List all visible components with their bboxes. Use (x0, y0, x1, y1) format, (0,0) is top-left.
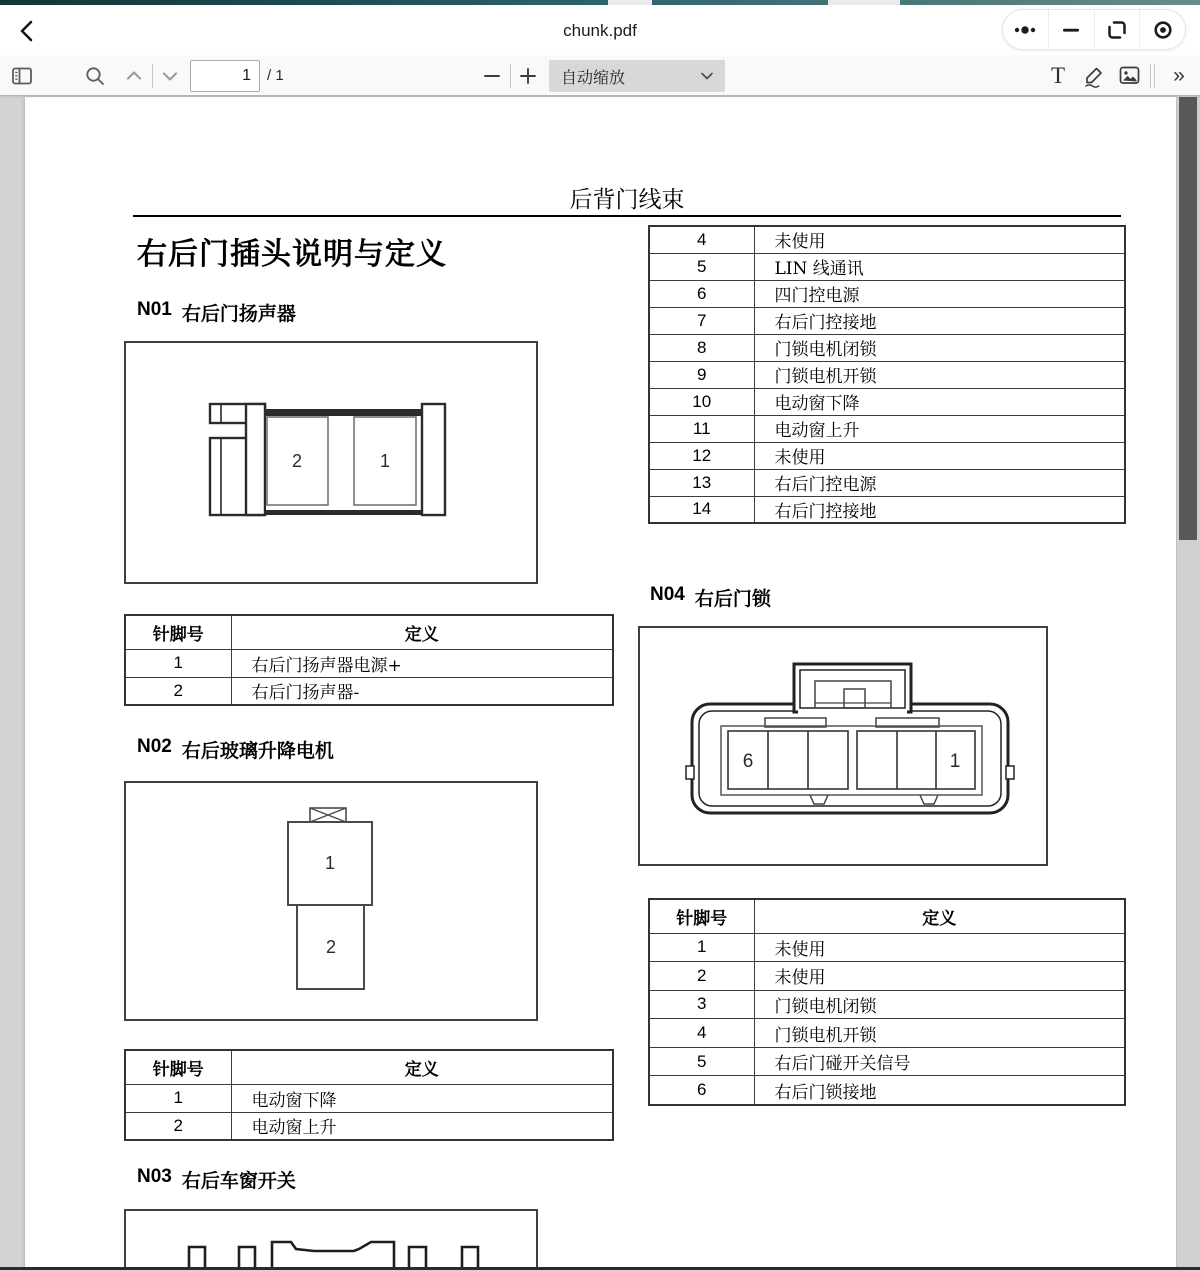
definition-cell: 电动窗下降 (754, 388, 1125, 415)
page-count-label: / 1 (267, 67, 284, 84)
record-target-button[interactable] (1139, 10, 1185, 49)
pin-number-cell: 6 (649, 280, 754, 307)
definition-cell: 未使用 (754, 933, 1125, 962)
minimize-icon (1059, 18, 1083, 42)
table-row (125, 1112, 613, 1140)
definition-cell: 右后门碰开关信号 (754, 1047, 1125, 1076)
definition-cell: 右后门扬声器电源+ (231, 649, 613, 677)
pin-number-cell: 2 (125, 677, 231, 705)
record-target-icon (1151, 18, 1175, 42)
table-row (649, 933, 1125, 962)
definition-cell: 右后门控电源 (754, 469, 1125, 496)
pencil-icon (1081, 63, 1107, 89)
n04-heading (650, 584, 771, 611)
n02-pin-table (124, 1049, 614, 1141)
n01-heading (137, 299, 296, 326)
n02-pin-1-label: 1 (324, 853, 336, 873)
search-button[interactable] (80, 56, 110, 95)
definition-cell: 右后门锁接地 (754, 1076, 1125, 1105)
n01-pin-table (124, 614, 614, 706)
more-options-button[interactable] (1003, 10, 1048, 49)
pin-number-cell: 1 (125, 1084, 231, 1112)
table-row (649, 1076, 1125, 1105)
chevron-up-icon (122, 64, 146, 88)
table-row (649, 280, 1125, 307)
more-tools-button[interactable] (1162, 56, 1194, 95)
n02-code: N02 (137, 736, 172, 757)
pdf-viewer-area (0, 96, 1200, 1270)
table-row (649, 334, 1125, 361)
double-chevron-icon: » (1173, 63, 1183, 87)
definition-column-header: 定义 (231, 615, 613, 649)
pin-number-cell: 2 (125, 1112, 231, 1140)
n03-code: N03 (137, 1166, 172, 1187)
pin-number-cell: 2 (649, 962, 754, 991)
definition-cell: 电动窗下降 (231, 1084, 613, 1112)
pin-number-cell: 3 (649, 990, 754, 1019)
pin-number-cell: 11 (649, 415, 754, 442)
n01-pin-1-label: 1 (379, 451, 391, 471)
table-row (649, 253, 1125, 280)
pin-column-header: 针脚号 (125, 615, 231, 649)
n02-heading (137, 736, 334, 763)
scrollbar-track[interactable] (1177, 96, 1200, 1270)
plus-icon (518, 66, 538, 86)
title-rule (133, 215, 1121, 217)
definition-cell: 右后门控接地 (754, 496, 1125, 523)
table-header-row (125, 615, 613, 649)
n04-connector-diagram (638, 626, 1048, 866)
pin-number-cell: 10 (649, 388, 754, 415)
toolbar-divider (510, 64, 511, 88)
definition-column-header: 定义 (754, 899, 1125, 933)
n01-connector-diagram (124, 341, 538, 584)
minimize-button[interactable] (1048, 10, 1094, 49)
definition-cell: 四门控电源 (754, 280, 1125, 307)
minus-icon (482, 66, 502, 86)
table-row (649, 990, 1125, 1019)
table-row (649, 415, 1125, 442)
pin-number-cell: 7 (649, 307, 754, 334)
zoom-select[interactable] (549, 60, 725, 92)
n03-connector-diagram (124, 1209, 538, 1270)
zoom-in-button[interactable] (514, 56, 542, 95)
zoom-select-value: 自动缩放 (561, 69, 626, 87)
n01-pin-2-label: 2 (291, 451, 303, 471)
definition-cell: 门锁电机闭锁 (754, 990, 1125, 1019)
image-icon (1117, 63, 1142, 88)
pin-column-header: 针脚号 (649, 899, 754, 933)
restore-icon (1105, 18, 1129, 42)
pin-number-cell: 9 (649, 361, 754, 388)
search-icon (83, 64, 107, 88)
table-row (649, 307, 1125, 334)
page-number-input[interactable] (190, 60, 260, 92)
definition-cell: 门锁电机闭锁 (754, 334, 1125, 361)
pdf-toolbar (0, 56, 1200, 96)
table-row (649, 226, 1125, 253)
table-row (649, 1019, 1125, 1048)
pin-number-cell: 4 (649, 1019, 754, 1048)
table-header-row (649, 899, 1125, 933)
image-annotation-button[interactable] (1113, 56, 1145, 95)
text-annotation-button[interactable] (1043, 56, 1073, 95)
table-row (125, 649, 613, 677)
definition-cell: 门锁电机开锁 (754, 361, 1125, 388)
toggle-sidebar-button[interactable] (6, 56, 38, 95)
n01-name: 右后门扬声器 (181, 304, 296, 325)
text-tool-icon: T (1050, 62, 1066, 88)
pin-number-cell: 12 (649, 442, 754, 469)
pdf-page (25, 97, 1176, 1270)
definition-cell: 右后门扬声器- (231, 677, 613, 705)
document-title: chunk.pdf (563, 20, 637, 40)
n03-name: 右后车窗开关 (181, 1171, 296, 1192)
definition-cell: 未使用 (754, 226, 1125, 253)
titlebar (0, 5, 1200, 56)
n02-pin-2-label: 2 (325, 937, 337, 957)
definition-cell: 门锁电机开锁 (754, 1019, 1125, 1048)
pin-number-cell: 5 (649, 253, 754, 280)
definition-column-header: 定义 (231, 1050, 613, 1084)
definition-cell: 电动窗上升 (231, 1112, 613, 1140)
table-row (649, 361, 1125, 388)
table-header-row (125, 1050, 613, 1084)
n02-name: 右后玻璃升降电机 (181, 741, 334, 762)
back-button[interactable] (12, 15, 44, 47)
definition-cell: 电动窗上升 (754, 415, 1125, 442)
pin-number-cell: 14 (649, 496, 754, 523)
n04-pin-1-label: 1 (949, 751, 961, 772)
pin-number-cell: 8 (649, 334, 754, 361)
n03-heading (137, 1166, 296, 1193)
n02-connector-diagram (124, 781, 538, 1021)
next-page-button[interactable] (155, 56, 185, 95)
definition-cell: LIN 线通讯 (754, 253, 1125, 280)
scrollbar-thumb[interactable] (1179, 97, 1197, 540)
chevron-down-icon (701, 72, 713, 80)
n04-pin-table (648, 898, 1126, 1106)
toolbar-divider (152, 64, 153, 88)
n04-pin-6-label: 6 (742, 751, 754, 772)
definition-cell: 未使用 (754, 962, 1125, 991)
table-row (649, 1047, 1125, 1076)
table-row (649, 469, 1125, 496)
table-row (649, 962, 1125, 991)
ellipsis-icon (1012, 18, 1038, 42)
table-row (649, 442, 1125, 469)
window-controls (1002, 9, 1186, 50)
pin-number-cell: 1 (649, 933, 754, 962)
pin-number-cell: 5 (649, 1047, 754, 1076)
pin-number-cell: 4 (649, 226, 754, 253)
n01-code: N01 (137, 299, 172, 320)
n04-code: N04 (650, 584, 685, 605)
restore-window-button[interactable] (1094, 10, 1140, 49)
table-row (125, 677, 613, 705)
table-row (125, 1084, 613, 1112)
toolbar-divider (1154, 64, 1155, 88)
section-heading: 右后门插头说明与定义 (137, 238, 447, 271)
sidebar-icon (10, 64, 34, 88)
pin-number-cell: 1 (125, 649, 231, 677)
toolbar-divider (1150, 64, 1151, 88)
table-row (649, 388, 1125, 415)
page-title: 后背门线束 (569, 187, 685, 213)
zoom-out-button[interactable] (478, 56, 506, 95)
previous-page-button[interactable] (119, 56, 149, 95)
pin-column-header: 针脚号 (125, 1050, 231, 1084)
definition-cell: 右后门控接地 (754, 307, 1125, 334)
draw-annotation-button[interactable] (1078, 56, 1110, 95)
pin-number-cell: 6 (649, 1076, 754, 1105)
back-chevron-icon (15, 18, 41, 44)
chevron-down-icon (158, 64, 182, 88)
n04-name: 右后门锁 (694, 589, 771, 610)
continuation-pin-table (648, 225, 1126, 524)
pin-number-cell: 13 (649, 469, 754, 496)
table-row (649, 496, 1125, 523)
definition-cell: 未使用 (754, 442, 1125, 469)
